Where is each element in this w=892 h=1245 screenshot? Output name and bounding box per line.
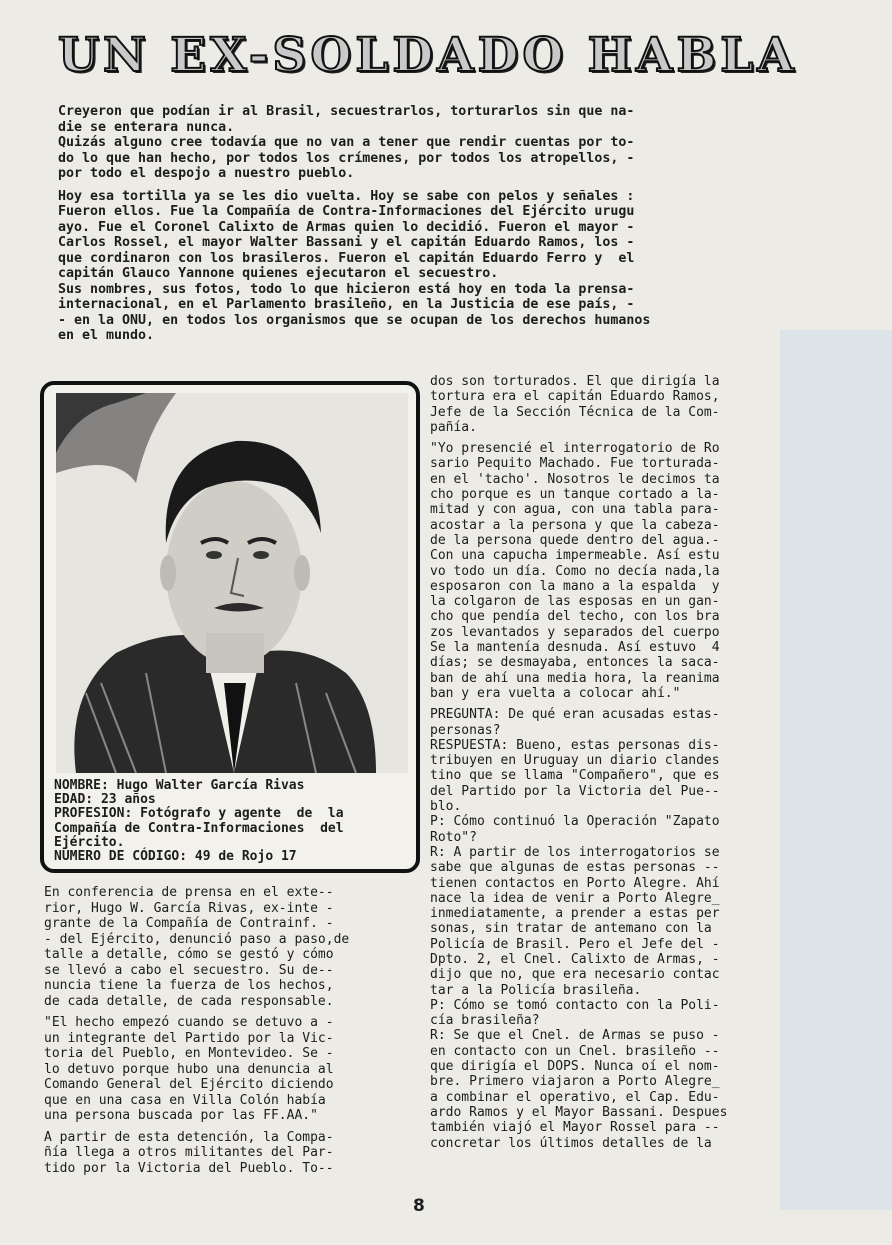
right-paragraph: dos son torturados. El que dirigía la tortura era el capitán Eduardo Ramos, Jefe de la Sección Técnica de la Com- pañía. [430, 374, 720, 435]
photo-caption [54, 779, 416, 864]
left-column [44, 885, 414, 1182]
page-number: 8 [413, 1196, 425, 1216]
right-paragraph: "Yo presencié el interrogatorio de Ro sario Pequito Machado. Fue torturada- en el 'tacho'. Nosotros le decimos ta cho porque es un tanque cortado a la- mitad y con agua, con una tabla para- acostar a la persona y que la cabeza- de la persona quede dentro del agua.- Con una capucha impermeable. Así estu vo todo un día. Como no decía nada,la esposaron con la mano a la espalda y la colgaron de las esposas en un gan- cho que pendía del techo, con los bra zos levantados y separados del cuerpo Se la mantenía desnuda. Así estuvo 4 días; se desmayaba, entonces la saca- ban de ahí una media hora, la reanima ban y era vuelta a colocar ahí." [430, 441, 720, 701]
portrait-photo [56, 393, 408, 773]
left-paragraph: "El hecho empezó cuando se detuvo a - un integrante del Partido por la Vic- toria del Pueblo, en Montevideo. Se - lo detuvo porque hubo una denuncia al Comando General del Ejército diciendo que en una casa en Villa Colón había una persona buscada por las FF.AA." [44, 1015, 334, 1123]
left-paragraph: En conferencia de prensa en el exte-- rior, Hugo W. García Rivas, ex-inte - grante de la Compañía de Contrainf. - - del Ejército, denunció paso a paso,de talle a detalle, cómo se gestó y cómo se llevó a cabo el secuestro. Su de-- nuncia tiene la fuerza de los hechos, de cada detalle, de cada responsable. [44, 885, 350, 1009]
left-paragraph: A partir de esta detención, la Compa- ñía llega a otros militantes del Par- tido por la Victoria del Pueblo. To-- [44, 1129, 334, 1176]
background-poster [780, 330, 892, 1210]
caption-age: EDAD: 23 años [54, 792, 156, 808]
intro-paragraph: Creyeron que podían ir al Brasil, secuestrarlos, torturarlos sin que na- die se enterara nunca. Quizás alguno cree todavía que no van a tener que rendir cuentas por to- do lo que han hecho, por todos los crímenes, por todos los atropellos, - por todo el despojo a nuestro pueblo. [58, 104, 635, 181]
photo-frame [40, 381, 420, 873]
caption-code: NÚMERO DE CÓDIGO: 49 de Rojo 17 [54, 849, 297, 865]
caption-name: NOMBRE: Hugo Walter García Rivas [54, 778, 305, 793]
caption-profession: PROFESION: Fotógrafo y agente de la Compañía de Contra-Informaciones del Ejército. [54, 806, 344, 850]
portrait-illustration [56, 393, 408, 773]
page-title: UN EX-SOLDADO HABLA [58, 28, 798, 83]
right-paragraph: PREGUNTA: De qué eran acusadas estas- personas? RESPUESTA: Bueno, estas personas dis- tribuyen en Uruguay un diario clandes tino que se llama "Compañero", que es del Partido por la Victoria del Pue-- blo. P: Cómo continuó la Operación "Zapato Roto"? R: A partir de los interrogatorios se sabe que algunas de estas personas -- tienen contactos en Porto Alegre. Ahí nace la idea de venir a Porto Alegre_ inmediatamente, a prender a estas per sonas, sin tratar de antemano con la Policía de Brasil. Pero el Jefe del - Dpto. 2, el Cnel. Calixto de Armas, - dijo que no, que era necesario contac tar a la Policía brasileña. P: Cómo se tomó contacto con la Poli- cía brasileña? R: Se que el Cnel. de Armas se puso - en contacto con un Cnel. brasileño -- que dirigía el DOPS. Nunca oí el nom- bre. Primero viajaron a Porto Alegre_ a combinar el operativo, el Cap. Edu- ardo Ramos y el Mayor Bassani. Despues también viajó el Mayor Rossel para -- concretar los últimos detalles de la [430, 707, 728, 1151]
intro-paragraph: Hoy esa tortilla ya se les dio vuelta. Hoy se sabe con pelos y señales : Fueron ellos. Fue la Compañía de Contra-Informaciones del Ejército urugu ayo. Fue el Coronel Calixto de Armas quien lo decidió. Fueron el mayor - Carlos Rossel, el mayor Walter Bassani y el capitán Eduardo Ramos, los - que cordinaron con los brasileros. Fueron el capitán Eduardo Ferro y el capitán Glauco Yannone quienes ejecutaron el secuestro. Sus nombres, sus fotos, todo lo que hicieron está hoy en toda la prensa- internacional, en el Parlamento brasileño, en la Justicia de ese país, - - en la ONU, en todos los organismos que se ocupan de los derechos humanos en el mundo. [58, 188, 651, 343]
right-column [430, 374, 790, 1157]
intro-text [58, 104, 778, 351]
